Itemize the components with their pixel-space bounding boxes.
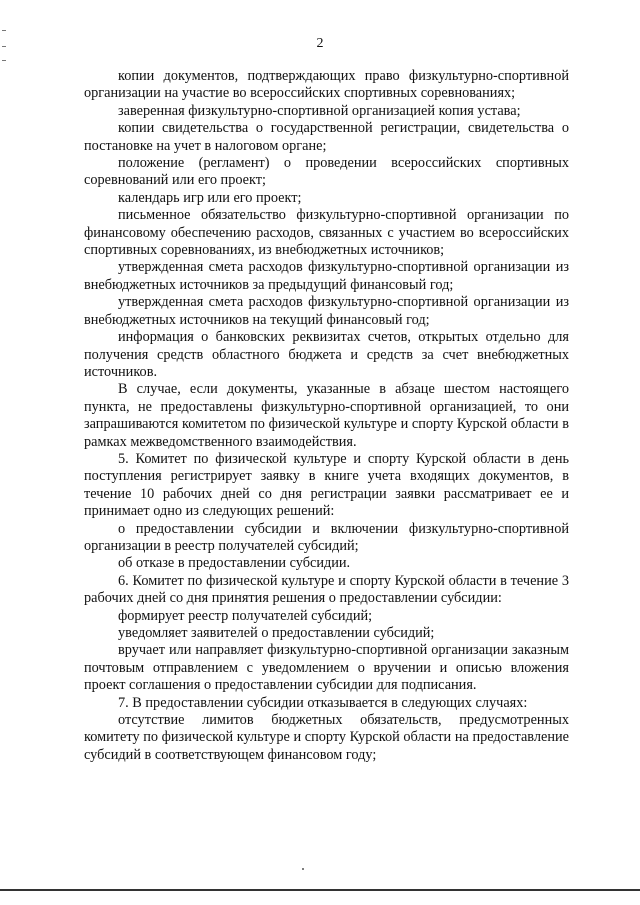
paragraph: копии документов, подтверждающих право физкультурно-спортивной организации на участие во всероссийских спортивных соревнованиях; — [84, 68, 569, 102]
scan-mark — [2, 30, 6, 31]
paragraph: 6. Комитет по физической культуре и спорту Курской области в течение 3 рабочих дней со дня принятия решения о предоставлении субсидии: — [84, 572, 569, 607]
paragraph: 5. Комитет по физической культуре и спорту Курской области в день поступления регистрирует заявку в книге учета входящих документов, в течение 10 рабочих дней со дня регистрации заявки рассматривает ее и принимает одно из следующих решений: — [84, 450, 569, 520]
document-body — [84, 68, 569, 764]
page-bottom-edge — [0, 889, 640, 891]
paragraph: утвержденная смета расходов физкультурно-спортивной организации из внебюджетных источников за предыдущий финансовый год; — [84, 259, 569, 293]
paragraph: информация о банковских реквизитах счетов, открытых отдельно для получения средств областного бюджета и средств за счет внебюджетных источников. — [84, 329, 569, 380]
paragraph: утвержденная смета расходов физкультурно-спортивной организации из внебюджетных источников на текущий финансовый год; — [84, 294, 569, 328]
paragraph: положение (регламент) о проведении всероссийских спортивных соревнований или его проект; — [84, 155, 569, 189]
paragraph: календарь игр или его проект; — [118, 189, 302, 206]
page-number: 2 — [316, 36, 324, 51]
paragraph: формирует реестр получателей субсидий; — [118, 607, 373, 624]
scan-dot — [302, 868, 304, 870]
paragraph: о предоставлении субсидии и включении физкультурно-спортивной организации в реестр получателей субсидий; — [84, 520, 569, 554]
paragraph: В случае, если документы, указанные в абзаце шестом настоящего пункта, не предоставлены физкультурно-спортивной организацией, то они запрашиваются комитетом по физической культуре и спорту Курской области в рамках межведомственного взаимодействия. — [84, 381, 569, 450]
paragraph: вручает или направляет физкультурно-спортивной организации заказным почтовым отправлением с уведомлением о вручении и описью вложения проект соглашения о предоставлении субсидии для подписания. — [84, 642, 569, 694]
paragraph: об отказе в предоставлении субсидии. — [118, 555, 351, 572]
paragraph: заверенная физкультурно-спортивной организацией копия устава; — [118, 102, 521, 119]
paragraph: письменное обязательство физкультурно-спортивной организации по финансовому обеспечению расходов, связанных с участием во всероссийских спортивных соревнованиях, из внебюджетных источников; — [84, 207, 569, 259]
paragraph: 7. В предоставлении субсидии отказывается в следующих случаях: — [118, 694, 528, 711]
scan-mark — [2, 60, 6, 61]
paragraph: уведомляет заявителей о предоставлении субсидий; — [118, 625, 435, 641]
paragraph: копии свидетельства о государственной регистрации, свидетельства о постановке на учет в налоговом органе; — [84, 120, 569, 154]
paragraph: отсутствие лимитов бюджетных обязательств, предусмотренных комитету по физической культуре и спорту Курской области на предоставление субсидий в соответствующем финансовом году; — [84, 712, 569, 763]
